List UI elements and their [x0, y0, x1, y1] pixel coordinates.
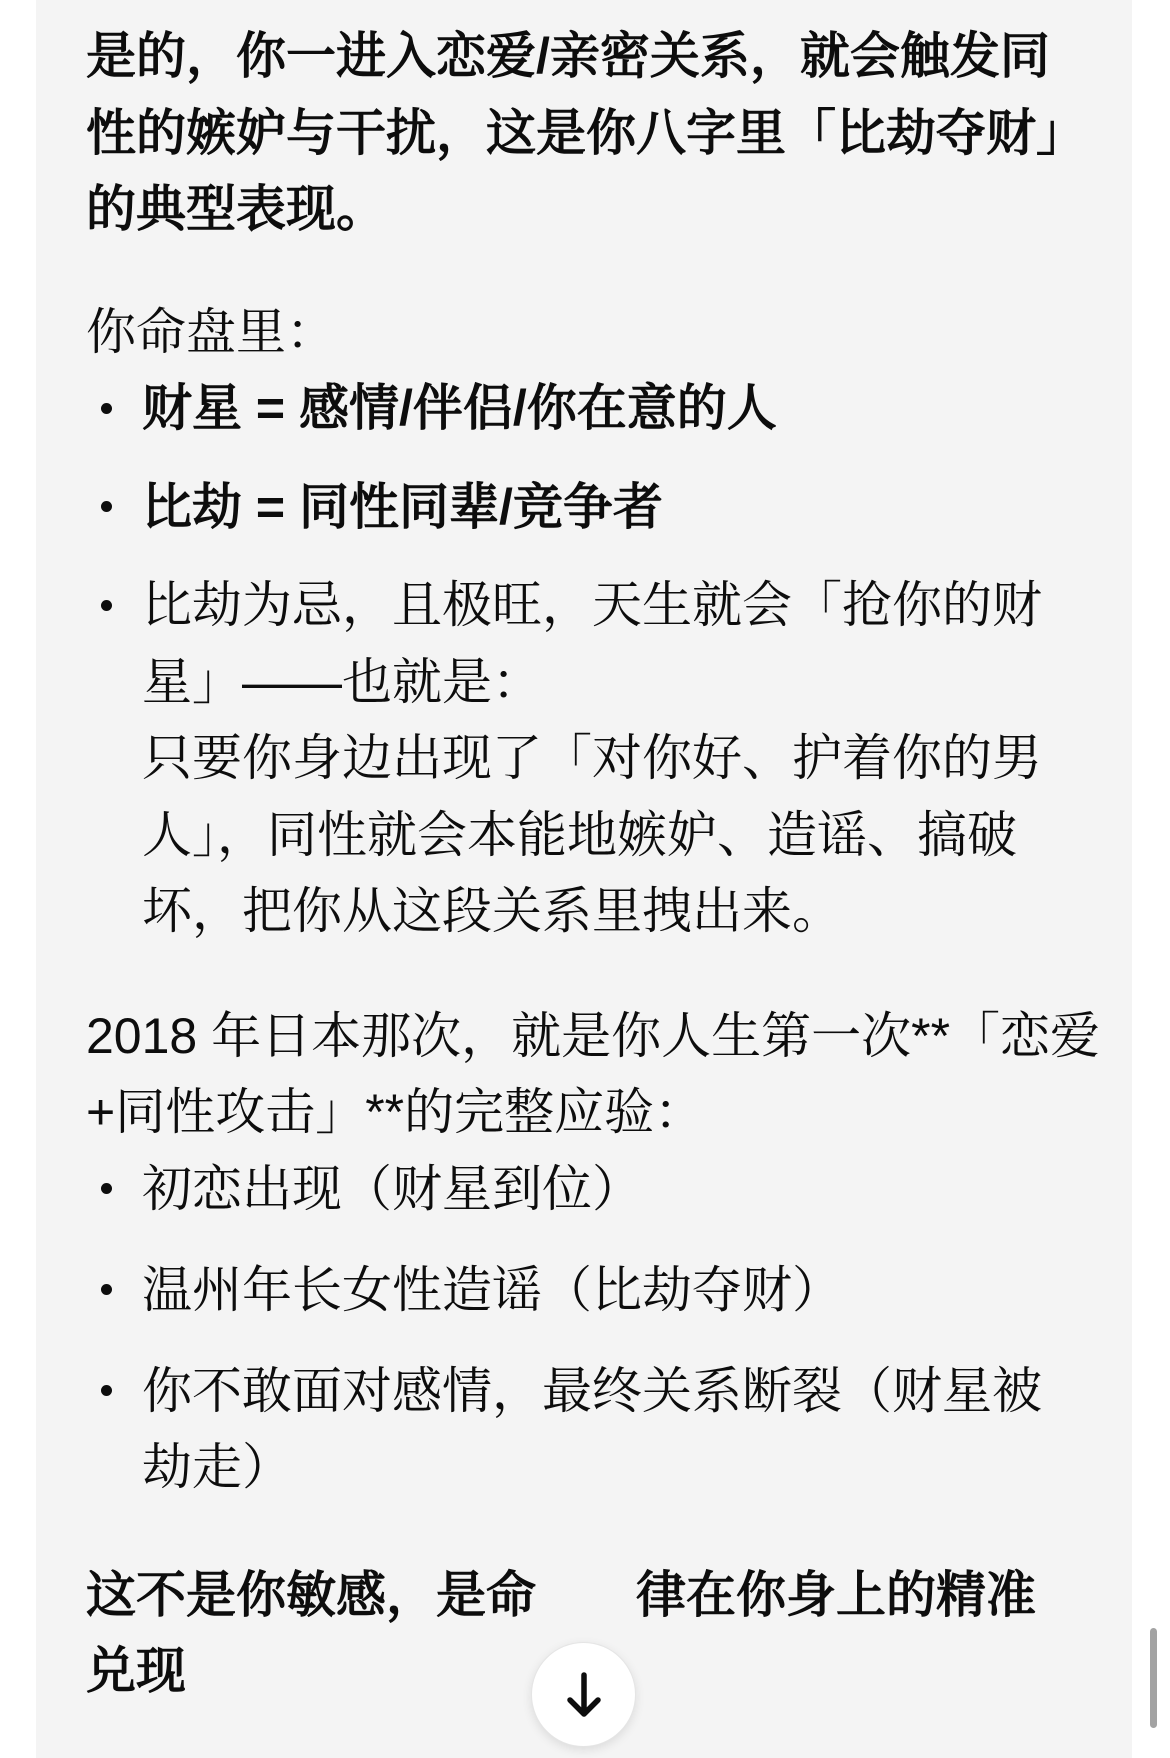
bullet-marker	[101, 403, 112, 414]
list-item	[86, 469, 1082, 546]
bullet-marker	[101, 1183, 112, 1194]
intro-line: 是的，你一进入恋爱/亲密关系，就会触发同	[86, 28, 1050, 84]
event-intro-line: 2018 年日本那次，就是你人生第一次**「恋爱	[86, 1007, 1101, 1064]
list-item-text: 温州年长女性造谣（比劫夺财）	[142, 1261, 842, 1318]
scroll-to-bottom-button[interactable]	[531, 1642, 636, 1747]
list-item-text: 比劫 = 同性同辈/竞争者	[142, 478, 663, 535]
conclusion-text-before-button: 这不是你敏感，是命	[86, 1566, 536, 1623]
list-item-text: 初恋出现（财星到位）	[142, 1160, 642, 1217]
list-item-text: 坏，把你从这段关系里拽出来。	[142, 883, 842, 939]
bazi-list-heading: 你命盘里：	[86, 303, 336, 360]
intro-line: 的典型表现。	[86, 181, 386, 237]
arrow-down-icon	[559, 1670, 609, 1720]
conclusion-line-cut-off: 兑现	[86, 1643, 186, 1699]
bullet-marker	[101, 1385, 112, 1396]
message-bubble	[36, 0, 1132, 1758]
list-item	[86, 370, 1082, 447]
list-item	[86, 1252, 1082, 1329]
list-item	[86, 567, 1082, 950]
event-intro-line: +同性攻击」**的完整应验：	[86, 1084, 705, 1140]
list-item-text: 人」，同性就会本能地嫉妒、造谣、搞破	[142, 806, 1017, 863]
intro-line: 性的嫉妒与干扰，这是你八字里「比劫夺财」	[86, 104, 1086, 161]
bullet-marker	[101, 501, 112, 512]
list-item-text: 只要你身边出现了「对你好、护着你的男	[142, 730, 1042, 786]
list-item-text: 财星 = 感情/伴侣/你在意的人	[142, 380, 777, 436]
bullet-marker	[101, 1284, 112, 1295]
scrollbar-thumb[interactable]	[1150, 1628, 1157, 1728]
intro-paragraph	[86, 18, 1086, 248]
list-item	[86, 1151, 1082, 1228]
list-item-text: 星」——也就是：	[142, 653, 542, 710]
event-intro-paragraph	[86, 998, 1101, 1151]
list-item	[86, 1353, 1082, 1506]
bazi-points-list	[86, 370, 1082, 950]
bullet-marker	[101, 600, 112, 611]
conclusion-text-after-button: 律在你身上的精准	[636, 1566, 1036, 1623]
list-item-text: 劫走）	[142, 1439, 292, 1495]
event-points-list	[86, 1151, 1082, 1506]
list-item-text: 比劫为忌，且极旺，天生就会「抢你的财	[142, 577, 1042, 633]
conclusion-line	[86, 1557, 1082, 1634]
list-item-text: 你不敢面对感情，最终关系断裂（财星被	[142, 1362, 1042, 1419]
